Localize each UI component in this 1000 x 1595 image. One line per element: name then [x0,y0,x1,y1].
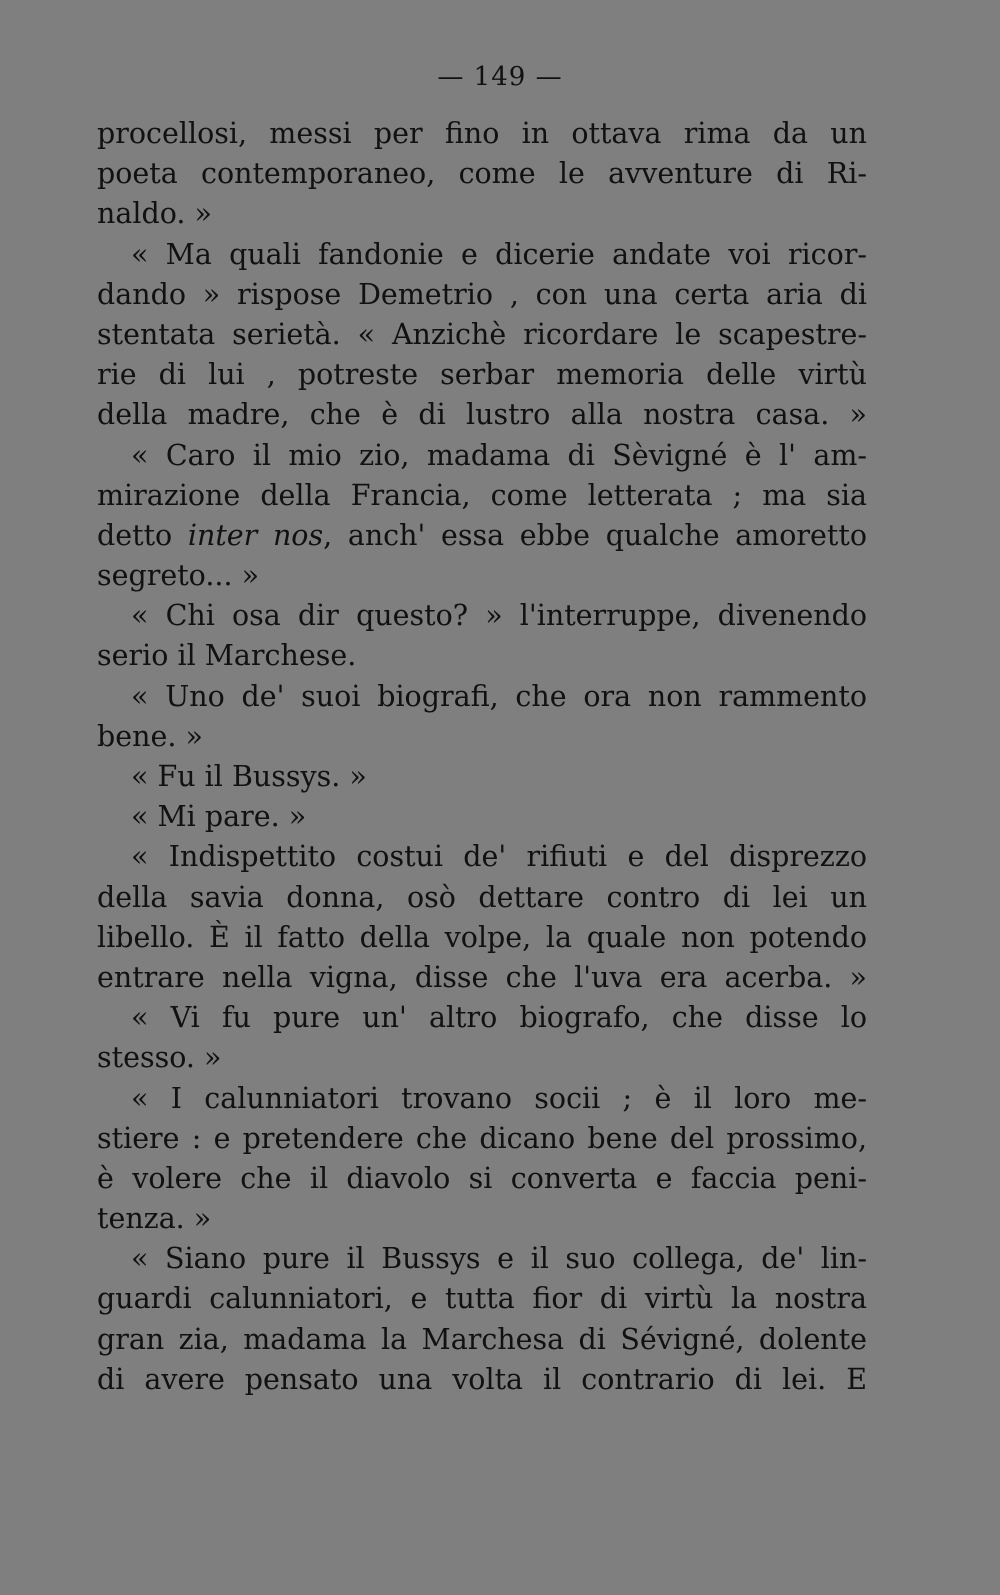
text-line: è volere che il diavolo si converta e faccia peni- [97,1161,867,1195]
page-number: — 149 — [437,62,563,92]
text-line: entrare nella vigna, disse che l'uva era acerba. » [97,960,867,994]
text-line: segreto... » [97,559,260,593]
text-line [97,516,867,556]
text-line: « Vi fu pure un' altro biografo, che disse lo [131,1001,867,1035]
body-text [97,114,867,1400]
text-segment: detto [97,518,188,552]
text-line: « Fu il Bussys. » [131,760,367,793]
text-line: « Mi pare. » [131,800,307,834]
text-line: guardi calunniatori, e tutta fior di virtù la nostra [97,1282,867,1316]
text-line: della savia donna, osò dettare contro di lei un [97,880,867,914]
text-line: bene. » [97,719,203,753]
text-line: « Indispettito costui de' rifiuti e del disprezzo [131,840,867,874]
text-line: stentata serietà. « Anzichè ricordare le scapestre- [97,317,867,351]
text-line: procellosi, messi per fino in ottava rima da un [97,117,867,150]
text-line: poeta contemporaneo, come le avventure di Ri- [97,157,867,191]
text-line: « I calunniatori trovano socii ; è il loro me- [131,1081,867,1115]
text-line: naldo. » [97,197,212,231]
text-line: « Chi osa dir questo? » l'interruppe, divenendo [131,599,867,633]
text-line: stesso. » [97,1041,222,1075]
text-line: « Uno de' suoi biografi, che ora non rammento [131,679,867,713]
text-line: « Caro il mio zio, madama di Sèvigné è l' am- [131,438,867,472]
text-segment: , anch' essa ebbe qualche amoretto [323,518,867,552]
text-line: serio il Marchese. [97,639,357,673]
italic-phrase: inter nos [187,518,324,552]
text-line: rie di lui , potreste serbar memoria delle virtù [97,358,867,392]
text-line: dando » rispose Demetrio , con una certa aria di [97,277,867,311]
text-line: della madre, che è di lustro alla nostra casa. » [97,398,867,432]
text-line: di avere pensato una volta il contrario di lei. E [97,1362,867,1396]
text-line: libello. È il fatto della volpe, la quale non potendo [97,920,867,954]
text-line: gran zia, madama la Marchesa di Sévigné, dolente [97,1322,867,1356]
text-line: « Siano pure il Bussys e il suo collega, de' lin- [131,1242,867,1276]
text-line: mirazione della Francia, come letterata ; ma sia [97,478,867,512]
text-line: tenza. » [97,1202,212,1236]
text-line: « Ma quali fandonie e dicerie andate voi ricor- [131,237,867,271]
text-line: stiere : e pretendere che dicano bene del prossimo, [97,1121,867,1155]
